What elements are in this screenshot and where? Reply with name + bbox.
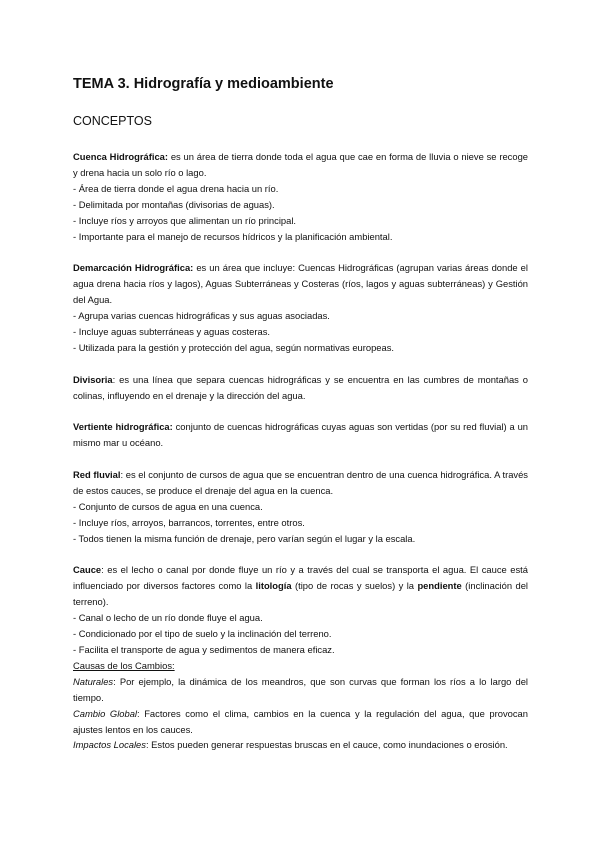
document-content — [73, 149, 528, 753]
bullet-item: - Utilizada para la gestión y protección del agua, según normativas europeas. — [73, 341, 395, 353]
causa-item — [73, 737, 528, 753]
term-label: Divisoria — [73, 373, 113, 385]
causa-item — [73, 706, 528, 738]
term-litologia: litología — [255, 580, 292, 592]
definition-text: es un área que incluye: Cuencas Hidrográficas (agrupan varias áreas donde el agua drena hacia ríos y lagos), Aguas Subterráneas y Costeras (ríos, lagos y aguas subterráneas) y Gestión del Agua. — [73, 262, 528, 306]
bullet-item: - Facilita el transporte de agua y sedimentos de manera eficaz. — [73, 644, 335, 656]
bullet-item: - Condicionado por el tipo de suelo y la inclinación del terreno. — [73, 628, 332, 640]
section-cuenca-hidrografica — [73, 149, 528, 244]
document-title: TEMA 3. Hidrografía y medioambiente — [73, 76, 334, 92]
causa-text: : Por ejemplo, la dinámica de los meandros, que son curvas que forman los ríos a lo largo del tiempo. — [73, 675, 528, 703]
section-divisoria — [73, 372, 528, 404]
causas-heading: Causas de los Cambios: — [73, 659, 175, 671]
bullet-item: - Agrupa varias cuencas hidrográficas y sus aguas asociadas. — [73, 310, 330, 322]
term-label: Cuenca Hidrográfica: — [73, 151, 169, 162]
term-pendiente: pendiente — [417, 580, 462, 592]
bullet-item: - Canal o lecho de un río donde fluye el agua. — [73, 612, 263, 624]
causa-text: : Factores como el clima, cambios en la cuenca y la regulación del agua, que provocan ajustes lentos en los cauces. — [73, 707, 528, 735]
section-vertiente-hidrografica — [73, 419, 528, 451]
term-label: Red fluvial — [73, 469, 121, 481]
definition-paragraph — [73, 260, 528, 308]
definition-paragraph — [73, 149, 528, 181]
section-demarcacion-hidrografica — [73, 260, 528, 355]
bullet-item: - Incluye ríos y arroyos que alimentan un río principal. — [73, 214, 297, 226]
bullet-item: - Conjunto de cursos de agua en una cuenca. — [73, 500, 263, 512]
definition-paragraph — [73, 372, 528, 404]
bullet-item: - Todos tienen la misma función de drenaje, pero varían según el lugar y la escala. — [73, 532, 416, 544]
bullet-item: - Incluye aguas subterráneas y aguas costeras. — [73, 325, 270, 337]
causa-label: Cambio Global — [73, 707, 137, 719]
section-heading: CONCEPTOS — [73, 114, 152, 128]
causa-label: Impactos Locales — [73, 739, 146, 751]
definition-text: : es el conjunto de cursos de agua que se encuentran dentro de una cuenca hidrográfica. A través de estos cauces, se produce el drenaje del agua en la cuenca. — [73, 469, 528, 496]
causa-text: : Estos pueden generar respuestas bruscas en el cauce, como inundaciones o erosión. — [145, 739, 508, 751]
causa-label: Naturales — [73, 675, 114, 687]
definition-text: (tipo de rocas y suelos) y la — [291, 580, 418, 592]
document-page — [73, 74, 528, 769]
term-label: Cauce — [73, 564, 102, 576]
bullet-item: - Área de tierra donde el agua drena hacia un río. — [73, 182, 279, 194]
term-label: Demarcación Hidrográfica: — [73, 262, 194, 274]
bullet-item: - Incluye ríos, arroyos, barrancos, torrentes, entre otros. — [73, 516, 305, 528]
definition-paragraph — [73, 467, 528, 499]
term-label: Vertiente hidrográfica: — [73, 421, 173, 433]
definition-text: : es una línea que separa cuencas hidrográficas y se encuentra en las cumbres de montañas o colinas, influyendo en el drenaje y la dirección del agua. — [73, 373, 528, 401]
bullet-item: - Importante para el manejo de recursos hídricos y la planificación ambiental. — [73, 230, 393, 242]
definition-paragraph — [73, 562, 528, 610]
definition-text: conjunto de cuencas hidrográficas cuyas aguas son vertidas (por su red fluvial) a un mismo mar u océano. — [73, 421, 528, 449]
section-red-fluvial — [73, 467, 528, 547]
section-cauce — [73, 562, 528, 753]
bullet-item: - Delimitada por montañas (divisorias de aguas). — [73, 198, 275, 210]
definition-text: (inclinación del terreno). — [73, 580, 528, 608]
definition-text: : es el lecho o canal por donde fluye un río y a través del cual se transporta el agua. El cauce está influenciado por diversos factores como la — [73, 564, 528, 592]
causa-item — [73, 674, 528, 706]
definition-text: es un área de tierra donde toda el agua que cae en forma de lluvia o nieve se recoge y drena hacia un solo río o lago. — [73, 151, 528, 178]
definition-paragraph — [73, 419, 528, 451]
